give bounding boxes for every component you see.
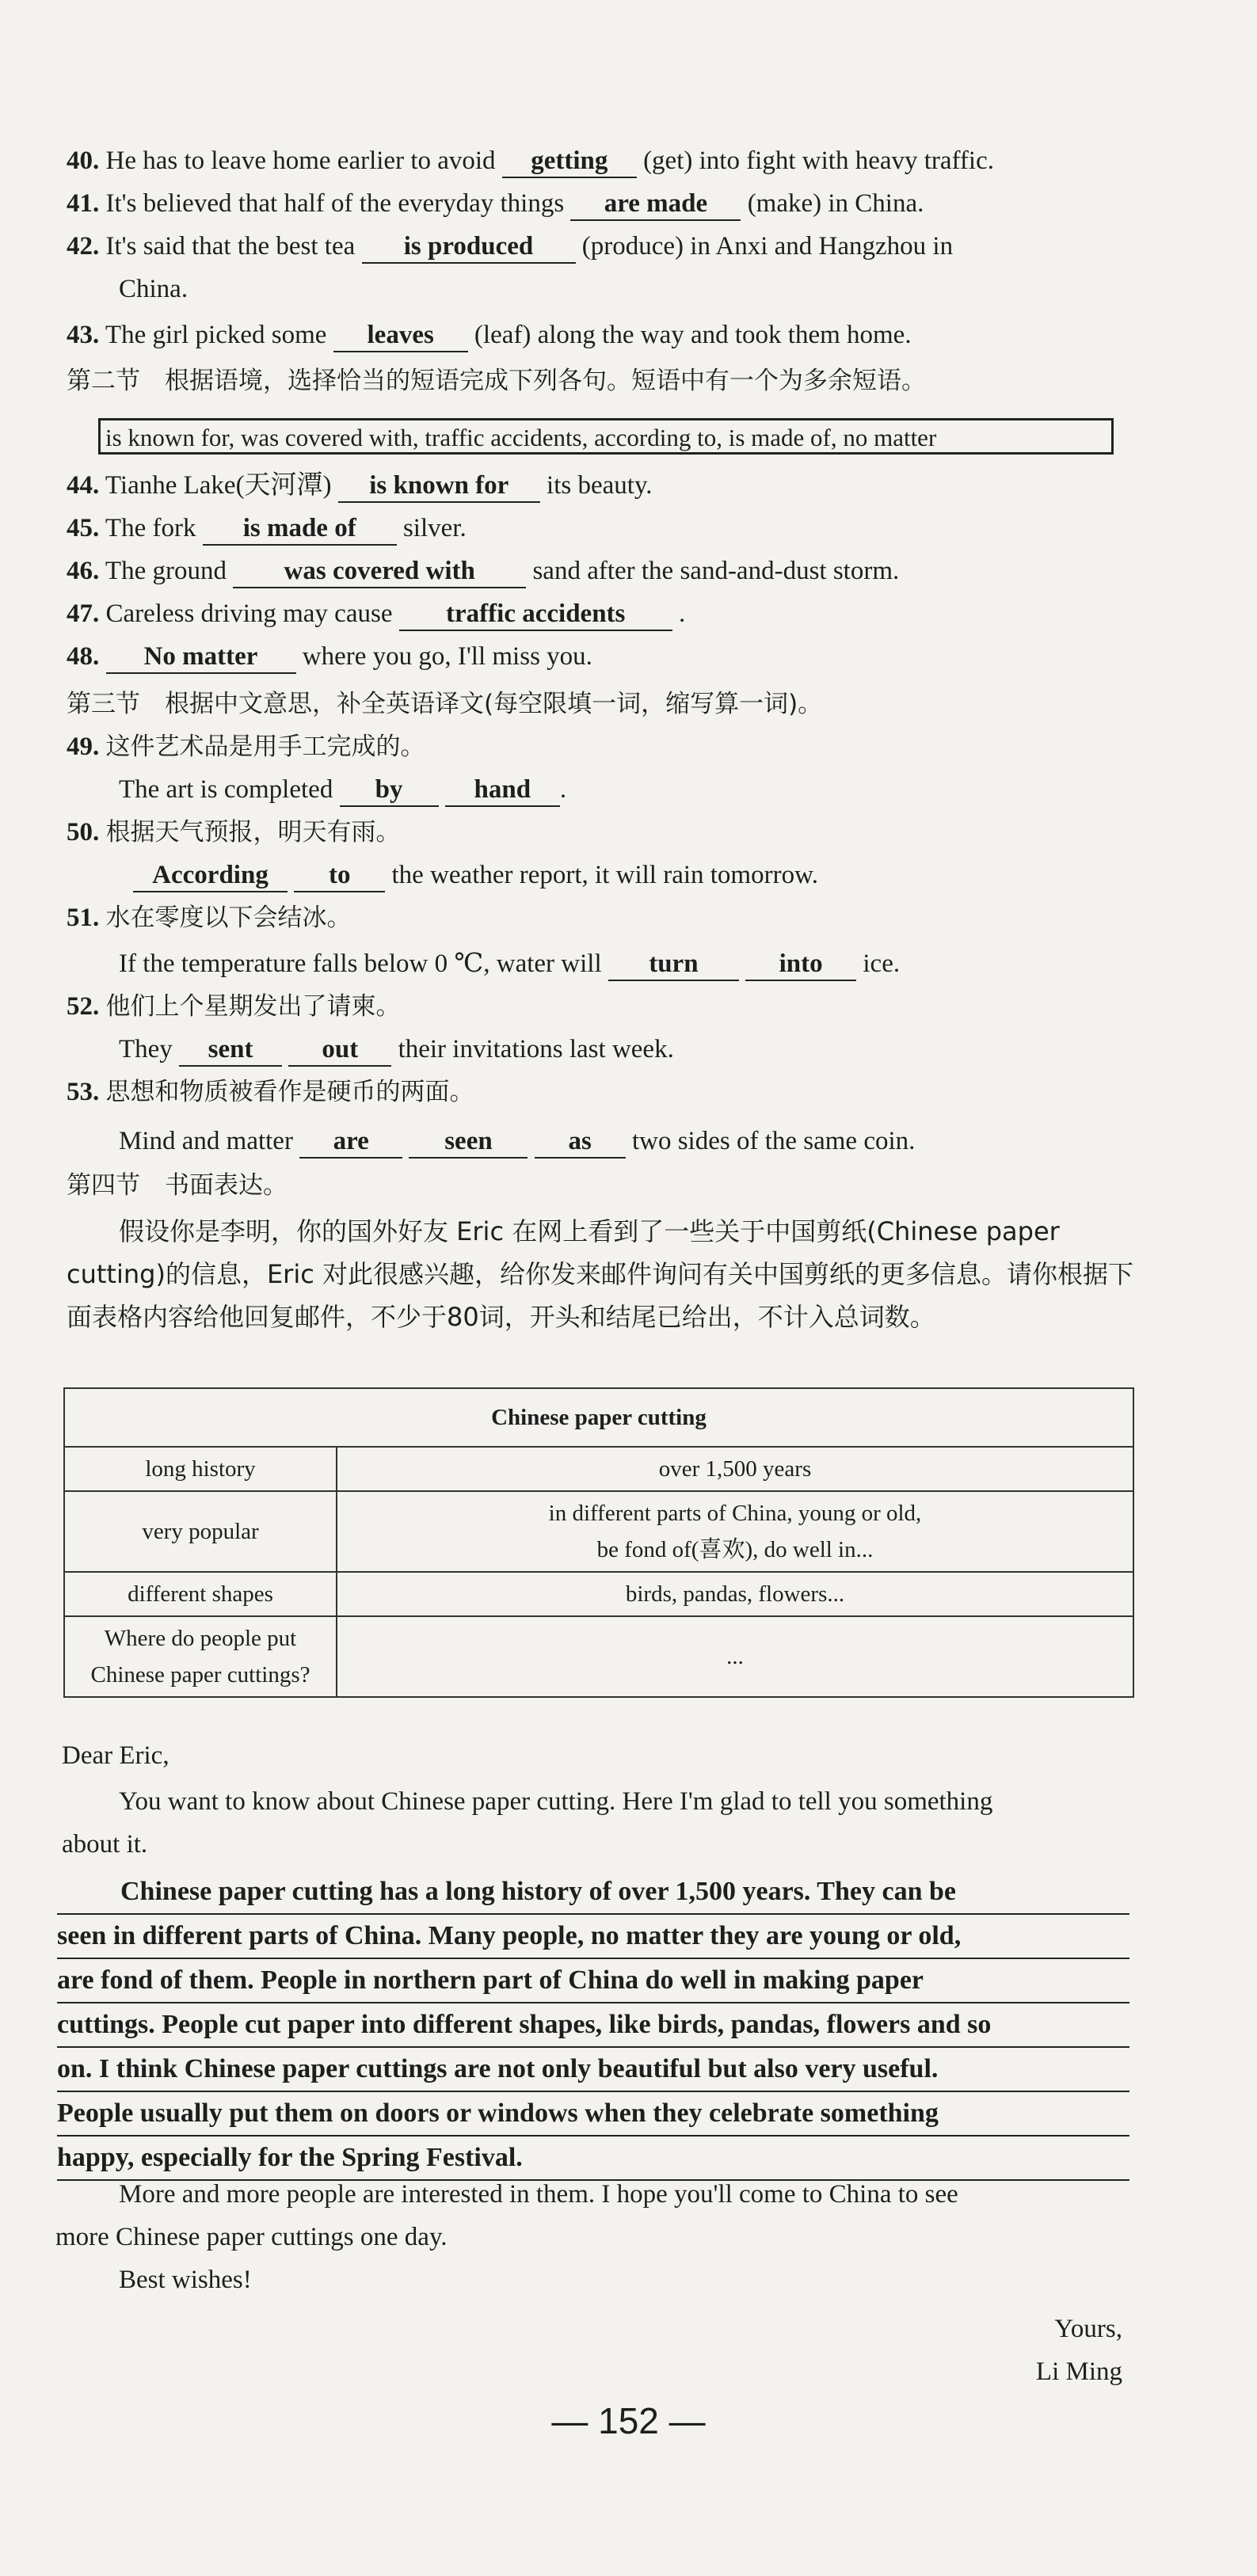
q49-stem: The art is completed xyxy=(119,775,333,804)
q52-answer-2: out xyxy=(288,1033,391,1067)
q53-number: 53. xyxy=(67,1078,100,1106)
q44-stem: Tianhe Lake(天河潭) xyxy=(105,471,332,500)
row-label xyxy=(64,1616,337,1697)
q45-stem: The fork xyxy=(105,514,196,542)
row-content: ... xyxy=(337,1616,1133,1697)
letter-opening-1: You want to know about Chinese paper cutting. Here I'm glad to tell you something xyxy=(119,1787,993,1816)
q45-answer: is made of xyxy=(203,512,397,546)
q52-stem: They xyxy=(119,1035,173,1064)
q41-stem: It's believed that half of the everyday things xyxy=(105,189,565,218)
q51-stem: If the temperature falls below 0 ℃, water will xyxy=(119,949,602,978)
q46-stem: The ground xyxy=(105,557,227,585)
row-content-line-1: in different parts of China, young or old, xyxy=(548,1501,922,1526)
letter-wishes: Best wishes! xyxy=(119,2266,252,2294)
essay-line: People usually put them on doors or windows when they celebrate something xyxy=(57,2092,1129,2137)
q49-prompt: 这件艺术品是用手工完成的。 xyxy=(105,732,425,761)
q49-english xyxy=(119,768,1146,811)
letter-signature: Li Ming xyxy=(1035,2357,1122,2386)
q53-answer-2: seen xyxy=(409,1125,528,1159)
row-content-line-2: be fond of(喜欢), do well in... xyxy=(596,1537,874,1562)
q52-english xyxy=(119,1028,1146,1071)
row-label-line-2: Chinese paper cuttings? xyxy=(90,1662,310,1688)
q40-number: 40. xyxy=(67,146,100,175)
essay-line: cuttings. People cut paper into different shapes, like birds, pandas, flowers and so xyxy=(57,2003,1129,2048)
paper-cutting-table xyxy=(63,1387,1134,1698)
section-2-heading: 第二节 根据语境，选择恰当的短语完成下列各句。短语中有一个为多余短语。 xyxy=(67,367,926,395)
q52-prompt: 他们上个星期发出了请柬。 xyxy=(105,992,401,1021)
q41-number: 41. xyxy=(67,189,100,218)
q51-rest: ice. xyxy=(863,949,901,978)
question-44 xyxy=(67,464,1146,507)
q53-english xyxy=(119,1120,1146,1162)
q50-rest: the weather report, it will rain tomorrow. xyxy=(391,861,819,889)
section-4-heading: 第四节 书面表达。 xyxy=(67,1171,288,1200)
q47-number: 47. xyxy=(67,599,100,628)
row-content xyxy=(337,1491,1133,1572)
letter-greeting: Dear Eric, xyxy=(62,1741,170,1770)
q43-answer: leaves xyxy=(333,319,468,352)
q43-hint: (leaf) along the way and took them home. xyxy=(474,321,912,349)
q52-chinese xyxy=(67,985,1146,1028)
q49-rest: . xyxy=(559,775,567,804)
q48-number: 48. xyxy=(67,642,100,671)
letter-closing-2: more Chinese paper cuttings one day. xyxy=(55,2223,448,2251)
q51-prompt: 水在零度以下会结冰。 xyxy=(105,904,352,932)
essay-line: are fond of them. People in northern part of China do well in making paper xyxy=(57,1959,1129,2003)
q42-stem: It's said that the best tea xyxy=(105,232,356,261)
letter-closing-1: More and more people are interested in them. I hope you'll come to China to see xyxy=(119,2180,958,2209)
question-48 xyxy=(67,635,1146,678)
q53-rest: two sides of the same coin. xyxy=(631,1127,916,1155)
q47-stem: Careless driving may cause xyxy=(105,599,393,628)
q53-prompt: 思想和物质被看作是硬币的两面。 xyxy=(105,1078,474,1106)
q48-answer: No matter xyxy=(106,641,296,674)
letter-opening-2: about it. xyxy=(62,1830,148,1859)
essay-line: seen in different parts of China. Many people, no matter they are young or old, xyxy=(57,1915,1129,1959)
q53-stem: Mind and matter xyxy=(119,1127,293,1155)
q47-rest: . xyxy=(678,599,686,628)
writing-prompt: 假设你是李明，你的国外好友 Eric 在网上看到了一些关于中国剪纸(Chinese paper cutting)的信息，Eric 对此很感兴趣，给你发来邮件询问有关中国剪纸的更多信息。请你根据下面表格内容给他回复邮件，不少于80词，开头和结尾已给出，不计入总词数。 xyxy=(67,1216,1133,1332)
section-3-heading: 第三节 根据中文意思，补全英语译文(每空限填一词，缩写算一词)。 xyxy=(67,690,823,718)
q53-answer-1: are xyxy=(299,1125,402,1159)
q51-answer-2: into xyxy=(745,948,856,981)
essay-line: happy, especially for the Spring Festival. xyxy=(57,2137,1129,2181)
q51-number: 51. xyxy=(67,904,100,932)
row-label: very popular xyxy=(64,1491,337,1572)
q50-prompt: 根据天气预报，明天有雨。 xyxy=(105,818,401,847)
table-row xyxy=(64,1491,1133,1572)
essay-line: Chinese paper cutting has a long history of over 1,500 years. They can be xyxy=(57,1870,1129,1915)
q44-answer: is known for xyxy=(338,470,540,503)
table-row xyxy=(64,1616,1133,1697)
q43-stem: The girl picked some xyxy=(105,321,327,349)
row-content: birds, pandas, flowers... xyxy=(337,1572,1133,1616)
table-row xyxy=(64,1572,1133,1616)
row-label: different shapes xyxy=(64,1572,337,1616)
q50-english xyxy=(133,854,1146,896)
q50-chinese xyxy=(67,811,1146,854)
q52-number: 52. xyxy=(67,992,100,1021)
letter-yours: Yours, xyxy=(1054,2315,1122,2343)
model-essay xyxy=(57,1870,1129,2181)
q47-answer: traffic accidents xyxy=(399,598,672,631)
q51-chinese xyxy=(67,896,1146,939)
q40-stem: He has to leave home earlier to avoid xyxy=(105,146,496,175)
q52-rest: their invitations last week. xyxy=(398,1035,674,1064)
q42-hint: (produce) in Anxi and Hangzhou in xyxy=(581,232,954,261)
question-45 xyxy=(67,507,1146,550)
q52-answer-1: sent xyxy=(179,1033,282,1067)
q50-answer-1: According xyxy=(133,859,288,892)
table-row xyxy=(64,1447,1133,1491)
q50-answer-2: to xyxy=(294,859,385,892)
q51-answer-1: turn xyxy=(608,948,739,981)
q51-english xyxy=(119,942,1146,985)
question-42 xyxy=(67,225,1146,268)
q43-number: 43. xyxy=(67,321,100,349)
q46-rest: sand after the sand-and-dust storm. xyxy=(532,557,900,585)
page-number: — 152 — xyxy=(551,2400,706,2441)
row-label-line-1: Where do people put xyxy=(104,1626,297,1651)
q44-number: 44. xyxy=(67,471,100,500)
q44-rest: its beauty. xyxy=(547,471,653,500)
q46-number: 46. xyxy=(67,557,100,585)
q42-number: 42. xyxy=(67,232,100,261)
question-43 xyxy=(67,314,1146,356)
q40-answer: getting xyxy=(502,145,637,178)
question-40 xyxy=(67,139,1146,182)
q46-answer: was covered with xyxy=(233,555,526,588)
essay-line: on. I think Chinese paper cuttings are not only beautiful but also very useful. xyxy=(57,2048,1129,2092)
q45-number: 45. xyxy=(67,514,100,542)
q41-answer: are made xyxy=(570,188,741,221)
q53-chinese xyxy=(67,1071,1146,1113)
q42-continuation: China. xyxy=(119,275,189,303)
q49-answer-1: by xyxy=(340,774,439,807)
q42-answer: is produced xyxy=(362,230,576,264)
question-46 xyxy=(67,550,1146,592)
q49-answer-2: hand xyxy=(445,774,560,807)
row-label: long history xyxy=(64,1447,337,1491)
question-41 xyxy=(67,182,1146,225)
q41-hint: (make) in China. xyxy=(747,189,924,218)
q40-hint: (get) into fight with heavy traffic. xyxy=(643,146,994,175)
row-content: over 1,500 years xyxy=(337,1447,1133,1491)
phrase-box: is known for, was covered with, traffic accidents, according to, is made of, no matter xyxy=(98,418,1114,455)
question-47 xyxy=(67,592,1146,635)
q49-number: 49. xyxy=(67,732,100,761)
q45-rest: silver. xyxy=(402,514,467,542)
q48-rest: where you go, I'll miss you. xyxy=(302,642,592,671)
q49-chinese xyxy=(67,725,1146,768)
q53-answer-3: as xyxy=(535,1125,626,1159)
q50-number: 50. xyxy=(67,818,100,847)
table-title: Chinese paper cutting xyxy=(64,1388,1133,1447)
